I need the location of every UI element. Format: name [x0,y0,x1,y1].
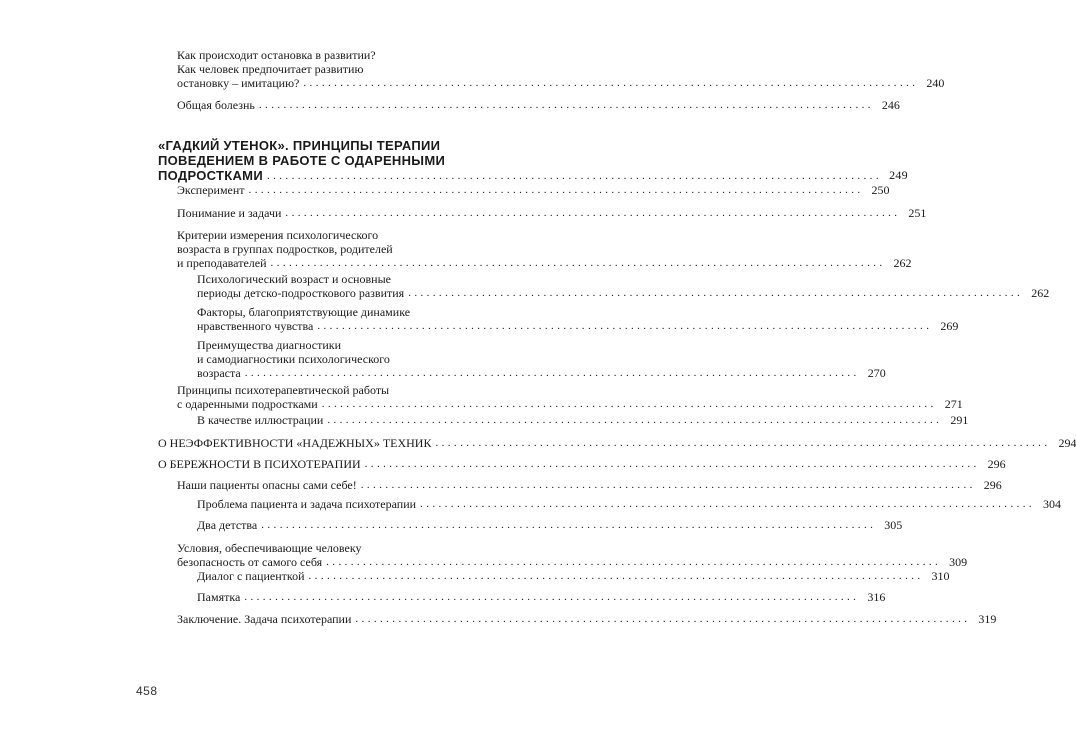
toc-entry [197,413,969,427]
toc-page-number: 269 [940,319,959,333]
toc-entry-text: Диалог с пациенткой [197,569,305,583]
toc-entry-text: Условия, обеспечивающие человеку [177,541,362,555]
dot-leader: .................................................................................................... [248,184,864,196]
toc-entry-text: Критерии измерения психологического [177,228,379,242]
toc-section-heading [158,138,908,183]
dot-leader: .................................................................................................... [244,591,860,603]
toc-page-number: 271 [944,397,963,411]
toc-entry-text: периоды детско-подросткового развития [197,286,405,300]
toc-entry [177,612,997,626]
toc-page-number: 296 [987,457,1006,471]
dot-leader: .................................................................................................... [261,519,877,531]
toc-entry-text: В качестве иллюстрации [197,413,324,427]
toc-entry-text: с одаренными подростками [177,397,318,411]
toc-page-number: 304 [1043,497,1062,511]
dot-leader: .................................................................................................... [420,498,1036,510]
toc-entry-text: Факторы, благоприятствующие динамике [197,305,411,319]
toc-entry-text: О НЕЭФФЕКТИВНОСТИ «НАДЕЖНЫХ» ТЕХНИК [158,436,432,450]
toc-entry-text: Общая болезнь [177,98,255,112]
toc-page-number: 294 [1058,436,1076,450]
toc-page-number: 291 [950,413,969,427]
toc-entry-text: Заключение. Задача психотерапии [177,612,352,626]
dot-leader: .................................................................................................... [327,414,943,426]
toc-entry-text: Преимущества диагностики [197,338,342,352]
toc-page-number: 316 [867,590,886,604]
toc-entry [177,228,912,270]
dot-leader: .................................................................................................... [360,479,976,491]
toc-entry-text: и самодиагностики психологического [197,352,390,366]
toc-entry-text: нравственного чувства [197,319,314,333]
toc-page-number: 262 [893,256,912,270]
toc-entry [197,497,1062,511]
toc-entry [197,518,903,532]
toc-entry [177,48,945,90]
toc-entry [197,338,886,380]
toc-entry-text: возраста в группах подростков, родителей [177,242,393,256]
toc-page-number: 246 [881,98,900,112]
toc-entry-text: Психологический возраст и основные [197,272,391,286]
toc-entry [177,541,968,569]
toc-page-number: 251 [908,206,927,220]
dot-leader: .................................................................................................... [266,170,882,182]
toc-page-number: 296 [983,478,1002,492]
toc-page-number: 262 [1031,286,1050,300]
toc-entry [197,272,1050,300]
dot-leader: .................................................................................................... [317,320,933,332]
toc-entry-text: Памятка [197,590,241,604]
toc-page-number: 309 [949,555,968,569]
toc-entry-text: остановку – имитацию? [177,76,300,90]
dot-leader: .................................................................................................... [408,287,1024,299]
toc-entry [177,383,963,411]
toc-entry [197,569,950,583]
toc-entry-text: возраста [197,366,241,380]
toc-page-number: 249 [889,168,908,182]
toc-entry [197,305,959,333]
toc-page-number: 310 [931,569,950,583]
dot-leader: .................................................................................................... [258,99,874,111]
page-number: 458 [136,684,158,698]
toc-page-number: 319 [978,612,997,626]
toc-entry [177,206,927,220]
dot-leader: .................................................................................................... [308,570,924,582]
toc-entry-text: и преподавателей [177,256,267,270]
dot-leader: .................................................................................................... [364,458,980,470]
toc-page-number: 240 [926,76,945,90]
toc-entry-text: Понимание и задачи [177,206,282,220]
dot-leader: .................................................................................................... [244,367,860,379]
dot-leader: .................................................................................................... [321,398,937,410]
toc-entry [197,590,886,604]
toc-entry [177,183,890,197]
toc-entry-text: ПОДРОСТКАМИ [158,168,263,183]
toc-entry [158,436,1076,450]
toc-entry [158,457,1006,471]
toc-entry-text: Принципы психотерапевтической работы [177,383,390,397]
toc-entry-text: Эксперимент [177,183,245,197]
toc-page-number: 250 [871,183,890,197]
toc-entry-text: Наши пациенты опасны сами себе! [177,478,357,492]
toc-entry-text: Проблема пациента и задача психотерапии [197,497,417,511]
toc-entry-text: «ГАДКИЙ УТЕНОК». ПРИНЦИПЫ ТЕРАПИИ [158,138,441,153]
toc-entry-text: Два детства [197,518,258,532]
toc-entry [177,98,900,112]
dot-leader: .................................................................................................... [326,556,942,568]
dot-leader: .................................................................................................... [355,613,971,625]
toc-entry-text: Как происходит остановка в развитии? [177,48,376,62]
dot-leader: .................................................................................................... [285,207,901,219]
toc-entry-text: ПОВЕДЕНИЕМ В РАБОТЕ С ОДАРЕННЫМИ [158,153,446,168]
dot-leader: .................................................................................................... [435,437,1051,449]
toc-entry-text: безопасность от самого себя [177,555,323,569]
dot-leader: .................................................................................................... [303,77,919,89]
toc-entry [177,478,1002,492]
toc-page-number: 270 [867,366,886,380]
toc-entry-text: Как человек предпочитает развитию [177,62,364,76]
toc-page-number: 305 [884,518,903,532]
toc-entry-text: О БЕРЕЖНОСТИ В ПСИХОТЕРАПИИ [158,457,361,471]
dot-leader: .................................................................................................... [270,257,886,269]
